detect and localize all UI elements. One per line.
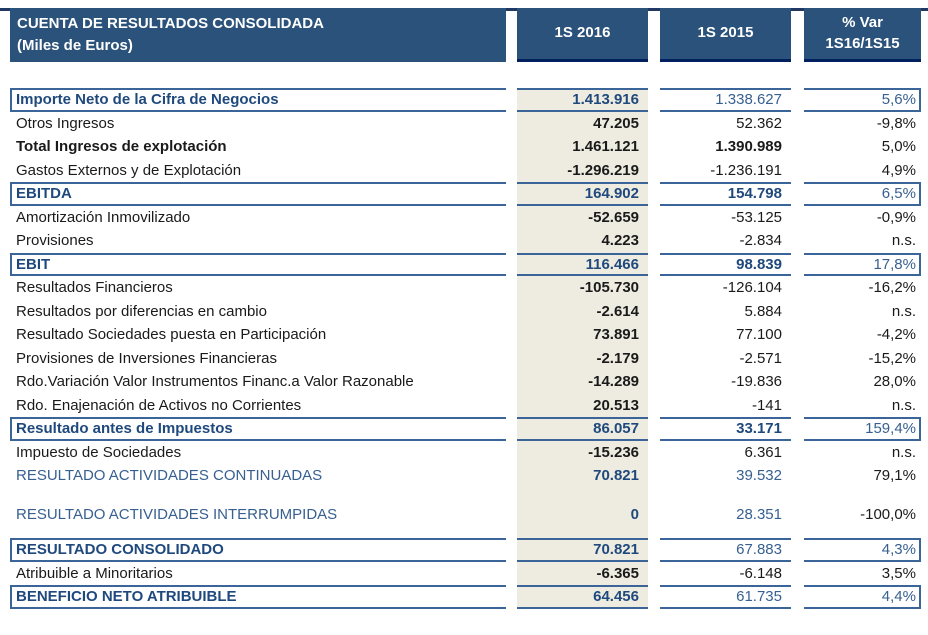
row-label: RESULTADO CONSOLIDADO (10, 538, 506, 562)
value-1s2015: 67.883 (660, 538, 791, 562)
table-row (10, 417, 921, 441)
value-1s2015: 39.532 (736, 467, 782, 485)
value-variation-pct: n.s. (891, 396, 916, 414)
table-row (10, 538, 921, 562)
row-label: Resultados por diferencias en cambio (16, 302, 267, 320)
value-1s2016: -2.614 (596, 302, 639, 320)
row-label: Total Ingresos de explotación (16, 138, 227, 156)
value-variation-pct: 79,1% (873, 467, 916, 485)
value-1s2015: -141 (751, 396, 782, 414)
value-variation-pct: 4,9% (881, 161, 916, 179)
value-1s2016: 1.413.916 (517, 88, 648, 112)
value-1s2015: -2.571 (739, 349, 782, 367)
value-1s2015: -2.834 (739, 232, 782, 250)
value-1s2015: -6.148 (739, 564, 782, 582)
value-1s2016: 47.205 (593, 114, 639, 132)
value-1s2015: 28.351 (736, 505, 782, 523)
value-variation-pct: n.s. (891, 443, 916, 461)
value-variation-pct: -0,9% (876, 208, 916, 226)
table-row (10, 206, 921, 230)
table-row (10, 88, 921, 112)
table-row (10, 441, 921, 465)
value-variation-pct: -9,8% (876, 114, 916, 132)
value-variation-pct: n.s. (891, 302, 916, 320)
table-row (10, 229, 921, 253)
value-1s2016: 1.461.121 (572, 138, 639, 156)
value-1s2015: 77.100 (736, 326, 782, 344)
value-1s2015: -126.104 (722, 279, 782, 297)
row-label: Resultados Financieros (16, 279, 173, 297)
row-label: Provisiones (16, 232, 94, 250)
column-header-variation: % Var 1S16/1S15 (804, 8, 921, 62)
row-label: Resultado Sociedades puesta en Participación (16, 326, 327, 344)
row-label: Otros Ingresos (16, 114, 115, 132)
value-1s2016: -1.296.219 (567, 161, 639, 179)
row-label: Resultado antes de Impuestos (10, 417, 506, 441)
value-variation-pct: n.s. (891, 232, 916, 250)
value-1s2015: 154.798 (660, 182, 791, 206)
value-variation-pct: 5,6% (804, 88, 921, 112)
table-title: CUENTA DE RESULTADOS CONSOLIDADA (17, 15, 324, 33)
value-1s2015: -19.836 (731, 373, 782, 391)
value-1s2016: 116.466 (517, 253, 648, 277)
value-1s2016: 73.891 (593, 326, 639, 344)
value-1s2016: 86.057 (517, 417, 648, 441)
value-1s2015: 33.171 (660, 417, 791, 441)
value-1s2016: 64.456 (517, 585, 648, 609)
row-label: Amortización Inmovilizado (16, 208, 191, 226)
value-1s2016: -6.365 (596, 564, 639, 582)
value-1s2015: 1.338.627 (660, 88, 791, 112)
row-label: EBITDA (10, 182, 506, 206)
table-body (10, 88, 921, 609)
value-1s2015: 52.362 (736, 114, 782, 132)
value-1s2015: 6.361 (744, 443, 782, 461)
table-row (10, 135, 921, 159)
value-1s2015: -53.125 (731, 208, 782, 226)
value-variation-pct: 28,0% (873, 373, 916, 391)
value-variation-pct: 6,5% (804, 182, 921, 206)
value-1s2015: 1.390.989 (715, 138, 782, 156)
value-variation-pct: 4,3% (804, 538, 921, 562)
row-label: Provisiones de Inversiones Financieras (16, 349, 277, 367)
row-label: Rdo. Enajenación de Activos no Corrientes (16, 396, 302, 414)
table-row (10, 347, 921, 371)
row-label: Importe Neto de la Cifra de Negocios (10, 88, 506, 112)
value-variation-pct: 3,5% (881, 564, 916, 582)
table-header-row (10, 8, 921, 62)
value-1s2016: 70.821 (593, 467, 639, 485)
table-row (10, 585, 921, 609)
row-label: Rdo.Variación Valor Instrumentos Financ.a Valor Razonable (16, 373, 414, 391)
value-1s2016: -2.179 (596, 349, 639, 367)
table-row (10, 323, 921, 347)
row-label: RESULTADO ACTIVIDADES INTERRUMPIDAS (16, 505, 338, 523)
column-header-1s2015: 1S 2015 (660, 8, 791, 62)
row-label: EBIT (10, 253, 506, 277)
value-variation-pct: 4,4% (804, 585, 921, 609)
table-row (10, 370, 921, 394)
value-1s2016: -14.289 (588, 373, 639, 391)
value-1s2016: 164.902 (517, 182, 648, 206)
row-label: BENEFICIO NETO ATRIBUIBLE (10, 585, 506, 609)
value-1s2015: 61.735 (660, 585, 791, 609)
table-title-cell (10, 8, 506, 62)
table-row (10, 112, 921, 136)
value-variation-pct: -100,0% (860, 505, 916, 523)
table-row (10, 300, 921, 324)
table-row (10, 464, 921, 488)
table-row (10, 276, 921, 300)
value-1s2015: -1.236.191 (710, 161, 782, 179)
value-1s2016: -105.730 (579, 279, 639, 297)
income-statement-table (10, 8, 921, 609)
value-1s2016: -52.659 (588, 208, 639, 226)
table-row (10, 503, 921, 527)
value-variation-pct: 159,4% (804, 417, 921, 441)
value-variation-pct: 17,8% (804, 253, 921, 277)
value-1s2016: 20.513 (593, 396, 639, 414)
table-row (10, 159, 921, 183)
table-row (10, 394, 921, 418)
value-1s2015: 98.839 (660, 253, 791, 277)
value-1s2016: 0 (630, 505, 639, 523)
row-label: Atribuible a Minoritarios (16, 564, 173, 582)
table-row (10, 182, 921, 206)
value-variation-pct: -16,2% (868, 279, 916, 297)
row-label: RESULTADO ACTIVIDADES CONTINUADAS (16, 467, 323, 485)
value-variation-pct: -15,2% (868, 349, 916, 367)
value-1s2016: -15.236 (588, 443, 639, 461)
table-units-label: (Miles de Euros) (17, 37, 133, 54)
table-row (10, 253, 921, 277)
row-label: Impuesto de Sociedades (16, 443, 182, 461)
value-variation-pct: -4,2% (876, 326, 916, 344)
table-row (10, 562, 921, 586)
column-header-1s2016: 1S 2016 (517, 8, 648, 62)
value-1s2016: 70.821 (517, 538, 648, 562)
value-variation-pct: 5,0% (881, 138, 916, 156)
row-label: Gastos Externos y de Explotación (16, 161, 242, 179)
value-1s2016: 4.223 (601, 232, 639, 250)
value-1s2015: 5.884 (744, 302, 782, 320)
